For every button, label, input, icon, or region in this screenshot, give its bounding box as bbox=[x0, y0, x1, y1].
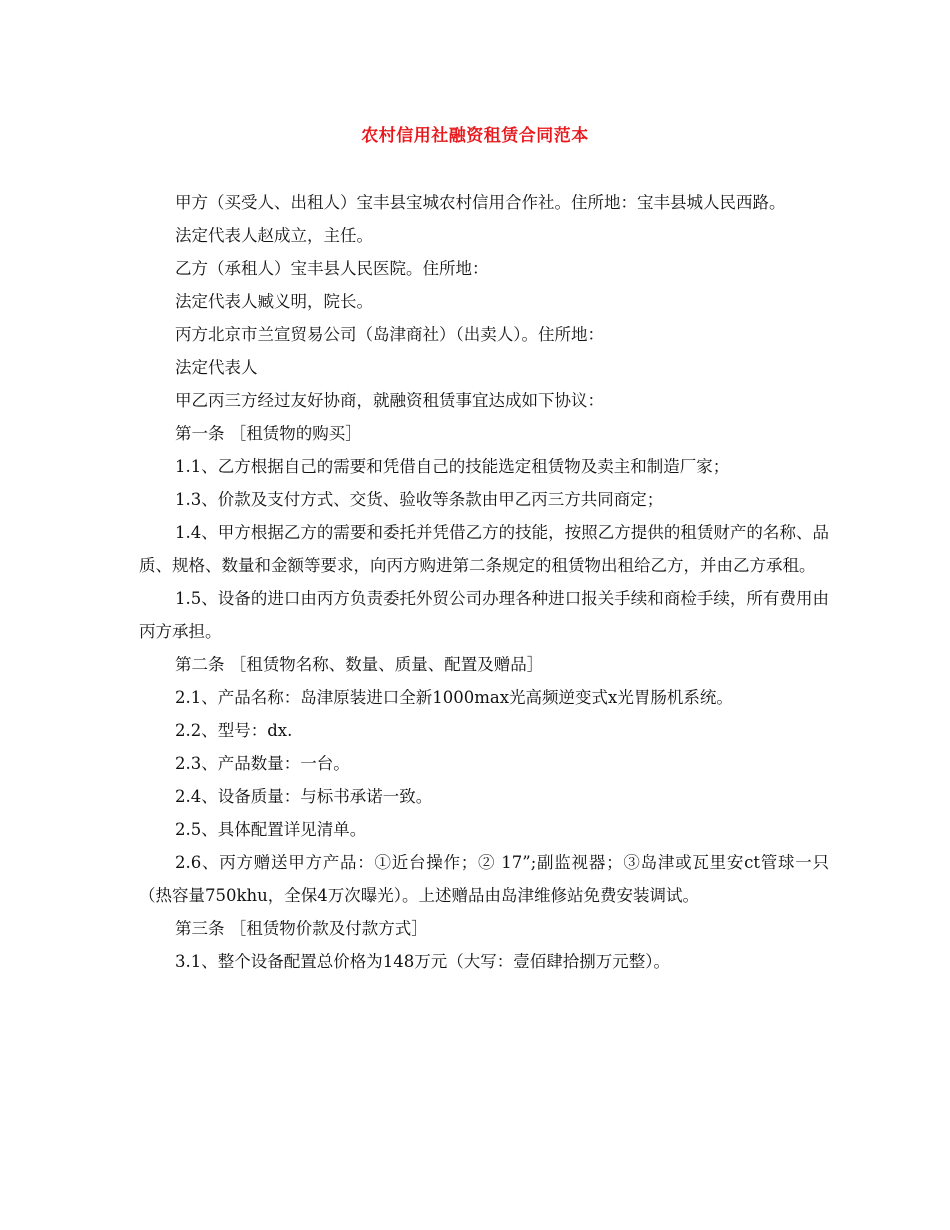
paragraph-party-a-representative: 法定代表人赵成立，主任。 bbox=[175, 226, 373, 245]
clause-2-5: 2.5、具体配置详见清单。 bbox=[175, 820, 367, 839]
paragraph-agreement-intro: 甲乙丙三方经过友好协商，就融资租赁事宜达成如下协议： bbox=[175, 391, 604, 410]
article-3-heading: 第三条 ［租赁物价款及付款方式］ bbox=[175, 919, 428, 938]
clause-1-3: 1.3、价款及支付方式、交货、验收等条款由甲乙丙三方共同商定； bbox=[175, 490, 664, 509]
article-1-heading: 第一条 ［租赁物的购买］ bbox=[175, 424, 362, 443]
clause-3-1: 3.1、整个设备配置总价格为148万元（大写：壹佰肆拾捌万元整）。 bbox=[175, 952, 670, 971]
paragraph-party-b-representative: 法定代表人臧义明，院长。 bbox=[175, 292, 373, 311]
article-2-heading: 第二条 ［租赁物名称、数量、质量、配置及赠品］ bbox=[175, 655, 544, 674]
paragraph-party-c-representative: 法定代表人 bbox=[175, 358, 258, 377]
document-body bbox=[139, 186, 829, 978]
clause-2-2: 2.2、型号：dx. bbox=[175, 721, 293, 740]
clause-1-5: 1.5、设备的进口由丙方负责委托外贸公司办理各种进口报关手续和商检手续，所有费用由丙方承担。 bbox=[139, 589, 829, 641]
paragraph-party-a: 甲方（买受人、出租人）宝丰县宝城农村信用合作社。住所地：宝丰县城人民西路。 bbox=[175, 193, 786, 212]
clause-2-4: 2.4、设备质量：与标书承诺一致。 bbox=[175, 787, 433, 806]
clause-1-4: 1.4、甲方根据乙方的需要和委托并凭借乙方的技能，按照乙方提供的租赁财产的名称、品质、规格、数量和金额等要求，向丙方购进第二条规定的租赁物出租给乙方，并由乙方承租。 bbox=[139, 523, 829, 575]
clause-2-1: 2.1、产品名称：岛津原装进口全新1000max光高频逆变式x光胃肠机系统。 bbox=[175, 688, 733, 707]
paragraph-party-b: 乙方（承租人）宝丰县人民医院。住所地： bbox=[175, 259, 489, 278]
clause-2-6: 2.6、丙方赠送甲方产品：①近台操作；② 17”;副监视器；③岛津或瓦里安ct管球一只（热容量750khu，全保4万次曝光）。上述赠品由岛津维修站免费安装调试。 bbox=[139, 853, 829, 905]
clause-1-1: 1.1、乙方根据自己的需要和凭借自己的技能选定租赁物及卖主和制造厂家； bbox=[175, 457, 730, 476]
document-title: 农村信用社融资租赁合同范本 bbox=[361, 126, 589, 146]
paragraph-party-c: 丙方北京市兰宣贸易公司（岛津商社）（出卖人）。住所地： bbox=[175, 325, 604, 344]
clause-2-3: 2.3、产品数量：一台。 bbox=[175, 754, 350, 773]
